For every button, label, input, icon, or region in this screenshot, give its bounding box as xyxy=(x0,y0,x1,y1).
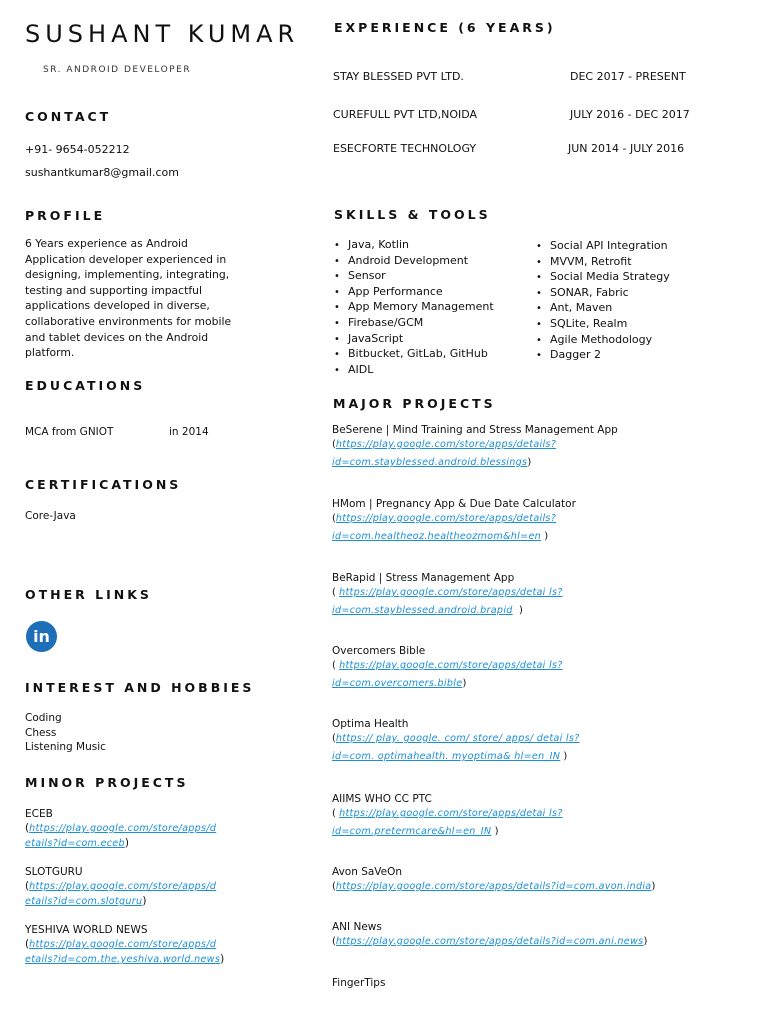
skill-item: • App Performance xyxy=(334,284,494,300)
minor-project-title: YESHIVA WORLD NEWS xyxy=(25,924,148,936)
major-project-title: FingerTips xyxy=(332,977,386,989)
major-project-link[interactable]: id=com.stayblessed.android.blessings xyxy=(332,457,528,468)
skill-item: • Android Development xyxy=(334,253,494,269)
major-project-item xyxy=(332,645,563,693)
profile-line: applications developed in diverse, xyxy=(25,299,210,313)
certifications-heading: CERTIFICATIONS xyxy=(25,477,182,492)
major-project-link-line: (https://play.google.com/store/apps/details? xyxy=(332,513,557,524)
minor-project-item xyxy=(25,807,225,851)
major-project-link[interactable]: https://play.google.com/store/apps/details? xyxy=(335,439,557,450)
minor-project-link[interactable]: https://play.google.com/store/apps/d xyxy=(29,939,217,950)
hobby-item: Coding xyxy=(25,712,62,724)
major-project-link[interactable]: https://play.google.com/store/apps/detai ls? xyxy=(339,660,563,671)
profile-line: testing and supporting impactful xyxy=(25,283,202,297)
hobby-item: Chess xyxy=(25,726,57,739)
major-project-title: Avon SaVeOn xyxy=(332,866,403,878)
profile-text xyxy=(25,236,250,361)
minor-project-link-line: etails?id=com.the.yeshiva.world.news) xyxy=(25,953,225,965)
profile-line: designing, implementing, integrating, xyxy=(25,268,230,282)
profile-line: Application developer experienced in xyxy=(25,252,227,266)
skills-heading: SKILLS & TOOLS xyxy=(334,207,491,222)
hobbies-heading: INTEREST AND HOBBIES xyxy=(25,680,255,695)
major-project-link-line: id=com.stayblessed.android.brapid ) xyxy=(332,605,523,616)
experience-dates: JULY 2016 - DEC 2017 xyxy=(570,108,690,121)
minor-project-link[interactable]: etails?id=com.the.yeshiva.world.news xyxy=(25,954,221,965)
major-project-link-line: id=com.pretermcare&hl=en_IN ) xyxy=(332,826,499,837)
skill-item: • Bitbucket, GitLab, GitHub xyxy=(334,346,494,362)
major-project-link[interactable]: https://play.google.com/store/apps/details?id=com.avon.india xyxy=(335,881,652,892)
major-project-link[interactable]: id=com.healtheoz.healtheozmom&hl=en xyxy=(332,531,542,542)
major-project-link-line: ( https://play.google.com/store/apps/detai ls? xyxy=(332,587,563,598)
minor-projects-heading: MINOR PROJECTS xyxy=(25,775,189,790)
major-project-title: ANI News xyxy=(332,921,382,933)
major-project-item xyxy=(332,498,576,546)
minor-project-link-line: etails?id=com.eceb) xyxy=(25,837,129,849)
major-project-link[interactable]: https://play.google.com/store/apps/details? xyxy=(335,513,557,524)
minor-project-title: SLOTGURU xyxy=(25,866,83,878)
skill-item: • Dagger 2 xyxy=(536,347,670,363)
contact-heading: CONTACT xyxy=(25,109,112,124)
candidate-name: SUSHANT KUMAR xyxy=(25,20,300,48)
other-links-heading: OTHER LINKS xyxy=(25,587,152,602)
education-year: in 2014 xyxy=(169,426,209,438)
major-project-link[interactable]: id=com. optimahealth. myoptima& hl=en_IN xyxy=(332,751,561,762)
major-project-link[interactable]: id=com.stayblessed.android.brapid xyxy=(332,605,513,616)
major-project-title: HMom | Pregnancy App & Due Date Calculator xyxy=(332,498,576,510)
profile-line: platform. xyxy=(25,346,75,360)
major-project-link[interactable]: https://play.google.com/store/apps/detai ls? xyxy=(339,808,563,819)
major-projects-heading: MAJOR PROJECTS xyxy=(333,396,496,411)
skill-item: • Ant, Maven xyxy=(536,300,670,316)
major-project-link-line: (https://play.google.com/store/apps/details? xyxy=(332,439,557,450)
profile-heading: PROFILE xyxy=(25,208,106,223)
minor-project-link-line: (https://play.google.com/store/apps/d xyxy=(25,938,217,950)
major-project-link-line: id=com. optimahealth. myoptima& hl=en_IN ) xyxy=(332,751,568,762)
experience-dates: JUN 2014 - JULY 2016 xyxy=(568,142,685,155)
skill-item: • JavaScript xyxy=(334,331,494,347)
major-project-item xyxy=(332,572,563,620)
skills-list-left xyxy=(334,237,494,377)
experience-heading: EXPERIENCE (6 YEARS) xyxy=(334,20,556,35)
skill-item: • SONAR, Fabric xyxy=(536,285,670,301)
skill-item: • SQLite, Realm xyxy=(536,316,670,332)
major-project-link[interactable]: id=com.pretermcare&hl=en_IN xyxy=(332,826,492,837)
minor-project-link-line: (https://play.google.com/store/apps/d xyxy=(25,880,217,892)
major-project-item xyxy=(332,977,385,989)
skill-item: • Social API Integration xyxy=(536,238,670,254)
phone-number[interactable]: +91- 9654-052212 xyxy=(25,143,130,156)
experience-company: ESECFORTE TECHNOLOGY xyxy=(333,142,477,155)
major-project-item xyxy=(332,718,580,766)
education-heading: EDUCATIONS xyxy=(25,378,146,393)
major-project-item xyxy=(332,793,563,841)
major-project-link-line: id=com.healtheoz.healtheozmom&hl=en ) xyxy=(332,531,549,542)
skills-list-right xyxy=(536,238,670,363)
experience-company: STAY BLESSED PVT LTD. xyxy=(333,70,464,83)
major-project-item xyxy=(332,424,618,472)
profile-line: and tablet devices on the Android xyxy=(25,330,209,344)
minor-project-link-line: etails?id=com.slotguru) xyxy=(25,895,147,907)
major-project-title: BeSerene | Mind Training and Stress Management App xyxy=(332,424,618,436)
minor-project-link[interactable]: etails?id=com.eceb xyxy=(25,838,125,849)
hobby-item: Listening Music xyxy=(25,741,106,753)
skill-item: • MVVM, Retrofit xyxy=(536,254,670,270)
education-degree: MCA from GNIOT xyxy=(25,426,114,438)
minor-project-link[interactable]: https://play.google.com/store/apps/d xyxy=(29,881,217,892)
experience-dates: DEC 2017 - PRESENT xyxy=(570,70,686,83)
certification-item: Core-Java xyxy=(25,510,76,522)
major-project-link-line: id=com.overcomers.bible) xyxy=(332,678,467,689)
profile-line: collaborative environments for mobile xyxy=(25,314,232,328)
minor-project-link-line: (https://play.google.com/store/apps/d xyxy=(25,822,217,834)
minor-project-link[interactable]: https://play.google.com/store/apps/d xyxy=(29,823,217,834)
minor-project-item xyxy=(25,923,225,967)
major-project-title: BeRapid | Stress Management App xyxy=(332,572,515,584)
major-project-link[interactable]: https://play.google.com/store/apps/detai ls? xyxy=(339,587,563,598)
major-project-link-line: id=com.stayblessed.android.blessings) xyxy=(332,457,532,468)
skill-item: • App Memory Management xyxy=(334,299,494,315)
minor-project-link[interactable]: etails?id=com.slotguru xyxy=(25,896,143,907)
major-project-link-line: (https://play.google.com/store/apps/details?id=com.ani.news) xyxy=(332,936,648,947)
profile-line: 6 Years experience as Android xyxy=(25,237,188,250)
skill-item: • Sensor xyxy=(334,268,494,284)
major-project-title: Overcomers Bible xyxy=(332,645,426,657)
major-project-link-line: ( https://play.google.com/store/apps/detai ls? xyxy=(332,808,563,819)
minor-project-item xyxy=(25,865,225,909)
major-project-title: AIIMS WHO CC PTC xyxy=(332,793,432,805)
experience-company: CUREFULL PVT LTD,NOIDA xyxy=(333,108,478,121)
major-project-link[interactable]: id=com.overcomers.bible xyxy=(332,678,463,689)
skill-item: • Social Media Strategy xyxy=(536,269,670,285)
skill-item: • Firebase/GCM xyxy=(334,315,494,331)
linkedin-icon[interactable]: in xyxy=(26,621,57,652)
major-project-link-line: (https://play.google.com/store/apps/details?id=com.avon.india) xyxy=(332,881,656,892)
hobbies-list xyxy=(25,711,106,755)
skill-item: • Java, Kotlin xyxy=(334,237,494,253)
major-project-link[interactable]: https:// play. google. com/ store/ apps/ detai ls? xyxy=(335,733,580,744)
major-project-link-line: (https:// play. google. com/ store/ apps/ detai ls? xyxy=(332,733,580,744)
major-project-link[interactable]: https://play.google.com/store/apps/details?id=com.ani.news xyxy=(335,936,644,947)
major-project-item xyxy=(332,866,655,896)
skill-item: • Agile Methodology xyxy=(536,332,670,348)
major-project-title: Optima Health xyxy=(332,718,409,730)
major-project-link-line: ( https://play.google.com/store/apps/detai ls? xyxy=(332,660,563,671)
major-project-item xyxy=(332,921,647,951)
minor-project-title: ECEB xyxy=(25,808,53,820)
email-address[interactable]: sushantkumar8@gmail.com xyxy=(25,166,179,179)
candidate-role: SR. ANDROID DEVELOPER xyxy=(43,65,192,75)
skill-item: • AIDL xyxy=(334,362,494,378)
